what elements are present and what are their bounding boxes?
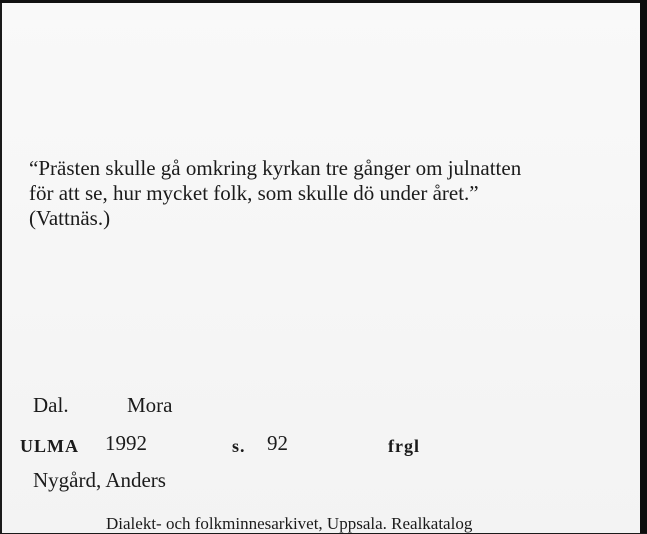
- page-label: s.: [232, 436, 246, 456]
- quote-line-2: för att se, hur mycket folk, som skulle dö under året.”: [29, 181, 479, 205]
- quote-text: [29, 156, 629, 231]
- archive-code: ULMA: [20, 436, 79, 456]
- quote-line-3: (Vattnäs.): [29, 206, 111, 230]
- quote-line-1: “Prästen skulle gå omkring kyrkan tre gånger om julnatten: [29, 156, 522, 180]
- collector-name: Nygård, Anders: [33, 468, 166, 492]
- index-card: [2, 3, 640, 533]
- archive-year: 1992: [105, 431, 147, 455]
- archive-footer: Dialekt- och folkminnesarkivet, Uppsala. Realkatalog: [106, 514, 473, 533]
- category-code: frgl: [388, 436, 420, 456]
- parish-label: Mora: [127, 393, 173, 417]
- page-number: 92: [267, 431, 288, 455]
- region-label: Dal.: [33, 393, 69, 417]
- card-right-border: [640, 0, 647, 533]
